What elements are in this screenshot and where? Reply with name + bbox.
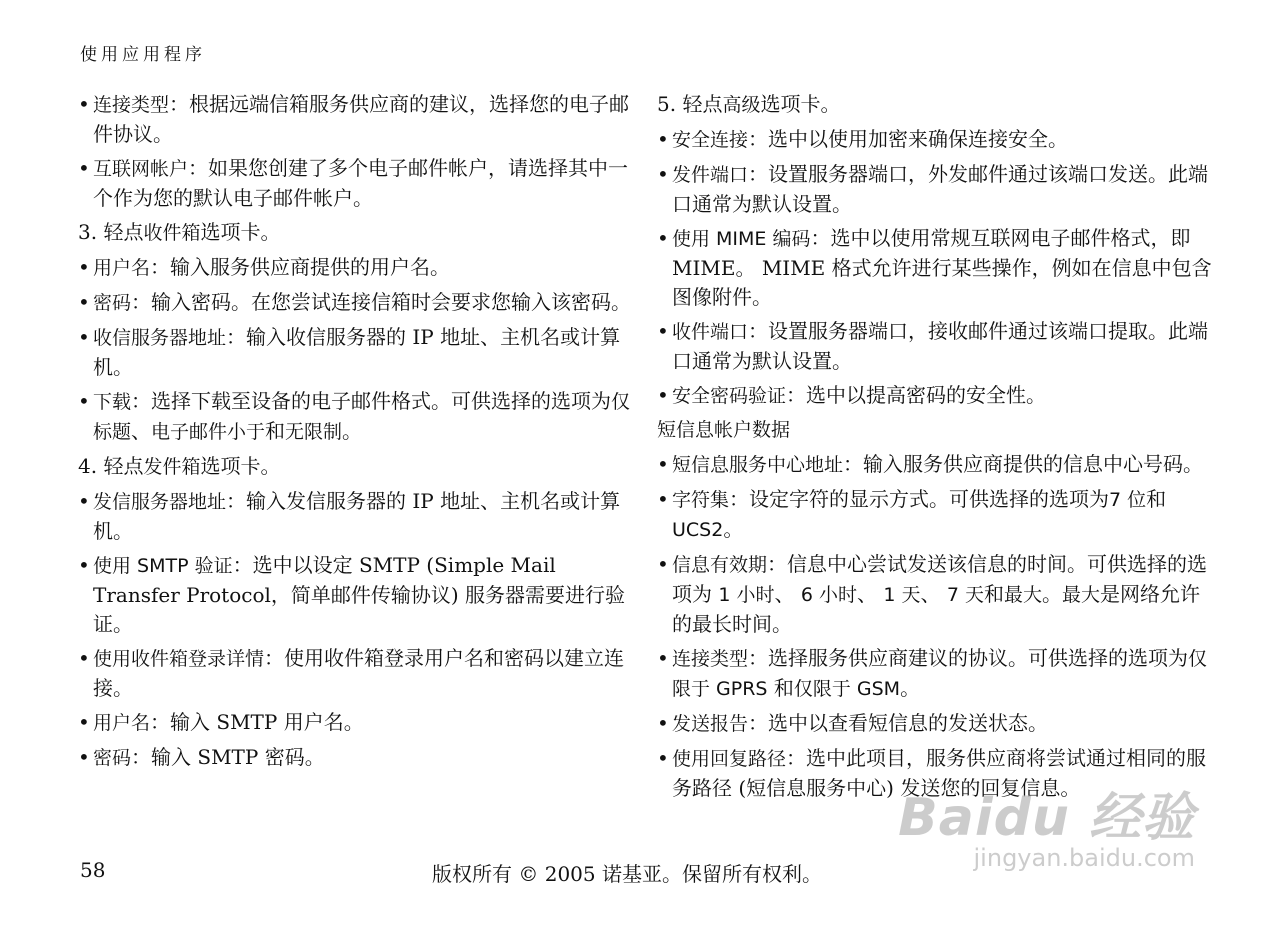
list-item: • 密码：输入密码。在您尝试连接信箱时会要求您输入该密码。 (78, 290, 632, 314)
term: 使用 MIME 编码 (672, 228, 811, 250)
copyright-notice: 版权所有 © 2005 诺基亚。保留所有权利。 (432, 862, 822, 886)
page-header: 使用应用程序 (80, 45, 206, 65)
term: 连接类型 (93, 94, 170, 116)
term: 使用收件箱登录详情 (93, 648, 265, 670)
left-column (78, 90, 633, 778)
description: ：输入密码。在您尝试连接信箱时会要求您输入该密码。 (131, 290, 632, 314)
list-item: • 使用收件箱登录详情：使用收件箱登录用户名和密码以建立连接。 (78, 646, 625, 700)
term: 用户名 (93, 712, 151, 734)
description: ：输入 SMTP 用户名。 (150, 710, 364, 734)
term: 发信服务器地址 (93, 491, 227, 513)
page-number: 58 (80, 858, 106, 882)
list-item: • 使用 MIME 编码：选中以使用常规互联网电子邮件格式，即 MIME。 MIME 格式允许进行某些操作，例如在信息中包含图像附件。 (657, 226, 1212, 309)
term: 使用 SMTP 验证 (93, 555, 233, 577)
term: 字符集 (672, 489, 730, 511)
description: ：输入发信服务器的 IP 地址、主机名或计算机。 (93, 489, 621, 543)
term: 使用回复路径 (672, 748, 787, 770)
term: 信息有效期 (672, 554, 768, 576)
description: ：根据远端信箱服务供应商的建议，选择您的电子邮件协议。 (93, 92, 630, 146)
description: ：选中以提高密码的安全性。 (786, 383, 1047, 407)
term: 发件端口 (672, 164, 749, 186)
step-4: 4. 轻点发件箱选项卡。 (78, 454, 281, 478)
list-item: • 使用回复路径：选中此项目，服务供应商将尝试通过相同的服务路径 (短信息服务中心) 发送您的回复信息。 (657, 746, 1207, 800)
description: ：输入服务供应商提供的信息中心号码。 (843, 452, 1204, 476)
right-column (657, 90, 1212, 808)
description: ：输入服务供应商提供的用户名。 (150, 255, 451, 279)
list-item: • 发送报告：选中以查看短信息的发送状态。 (657, 711, 1049, 735)
list-item: • 使用 SMTP 验证：选中以设定 SMTP (Simple Mail Transfer Protocol，简单邮件传输协议) 服务器需要进行验证。 (78, 553, 626, 636)
description: ：选中以设定 SMTP (Simple Mail Transfer Protocol，简单邮件传输协议) 服务器需要进行验证。 (93, 553, 626, 636)
description: ：选中以使用加密来确保连接安全。 (748, 127, 1069, 151)
description: ：选中以使用常规互联网电子邮件格式，即 MIME。 MIME 格式允许进行某些操作，例如在信息中包含图像附件。 (672, 226, 1212, 309)
step-5: 5. 轻点高级选项卡。 (657, 92, 841, 116)
list-item: • 连接类型：根据远端信箱服务供应商的建议，选择您的电子邮件协议。 (78, 92, 630, 146)
list-item: • 发信服务器地址：输入发信服务器的 IP 地址、主机名或计算机。 (78, 489, 621, 543)
step-3: 3. 轻点收件箱选项卡。 (78, 220, 281, 244)
list-item: • 密码：输入 SMTP 密码。 (78, 745, 325, 769)
description: ：使用收件箱登录用户名和密码以建立连接。 (93, 646, 625, 700)
list-item: • 下载：选择下载至设备的电子邮件格式。可供选择的选项为仅标题、电子邮件小于和无限制。 (78, 389, 631, 443)
term: 短信息服务中心地址 (672, 454, 844, 476)
list-item: • 信息有效期：信息中心尝试发送该信息的时间。可供选择的选项为 1 小时、 6 小时、 1 天、 7 天和最大。最大是网络允许的最长时间。 (657, 552, 1208, 636)
term: 安全连接 (672, 129, 749, 151)
description: ：选中以查看短信息的发送状态。 (748, 711, 1049, 735)
watermark-logo: Baidu 经验 (898, 788, 1195, 848)
term: 下载 (93, 391, 132, 413)
description: ：输入 SMTP 密码。 (131, 745, 325, 769)
term: 收件端口 (672, 321, 749, 343)
term: 密码 (93, 747, 132, 769)
term: 用户名 (93, 257, 151, 279)
watermark-url: jingyan.baidu.com (973, 844, 1195, 872)
list-item: • 发件端口：设置服务器端口，外发邮件通过该端口发送。此端口通常为默认设置。 (657, 162, 1209, 216)
list-item: • 用户名：输入服务供应商提供的用户名。 (78, 255, 451, 279)
description: ：设置服务器端口，外发邮件通过该端口发送。此端口通常为默认设置。 (672, 162, 1209, 216)
description: ：选中此项目，服务供应商将尝试通过相同的服务路径 (短信息服务中心) 发送您的回复信息。 (672, 746, 1207, 800)
list-item: • 字符集：设定字符的显示方式。可供选择的选项为7 位和 UCS2。 (657, 487, 1167, 541)
baidu-watermark (898, 775, 1195, 872)
list-item: • 短信息服务中心地址：输入服务供应商提供的信息中心号码。 (657, 452, 1204, 476)
description: ：如果您创建了多个电子邮件帐户，请选择其中一个作为您的默认电子邮件帐户。 (93, 156, 629, 210)
list-item: • 用户名：输入 SMTP 用户名。 (78, 710, 364, 734)
term: 收信服务器地址 (93, 327, 227, 349)
term: 密码 (93, 292, 132, 314)
term: 发送报告 (672, 713, 749, 735)
list-item: • 收件端口：设置服务器端口，接收邮件通过该端口提取。此端口通常为默认设置。 (657, 319, 1209, 373)
description: ：设置服务器端口，接收邮件通过该端口提取。此端口通常为默认设置。 (672, 319, 1209, 373)
list-item: • 安全密码验证：选中以提高密码的安全性。 (657, 383, 1047, 407)
term: 安全密码验证 (672, 385, 787, 407)
term: 连接类型 (672, 648, 749, 670)
list-item: • 安全连接：选中以使用加密来确保连接安全。 (657, 127, 1069, 151)
list-item: • 收信服务器地址：输入收信服务器的 IP 地址、主机名或计算机。 (78, 325, 621, 379)
list-item: • 互联网帐户：如果您创建了多个电子邮件帐户，请选择其中一个作为您的默认电子邮件帐户。 (78, 156, 629, 210)
description: ：输入收信服务器的 IP 地址、主机名或计算机。 (93, 325, 621, 379)
list-item: • 连接类型：选择服务供应商建议的协议。可供选择的选项为仅限于 GPRS 和仅限于 GSM。 (657, 646, 1208, 700)
term: 互联网帐户 (93, 158, 189, 180)
section-heading: 短信息帐户数据 (657, 419, 791, 441)
